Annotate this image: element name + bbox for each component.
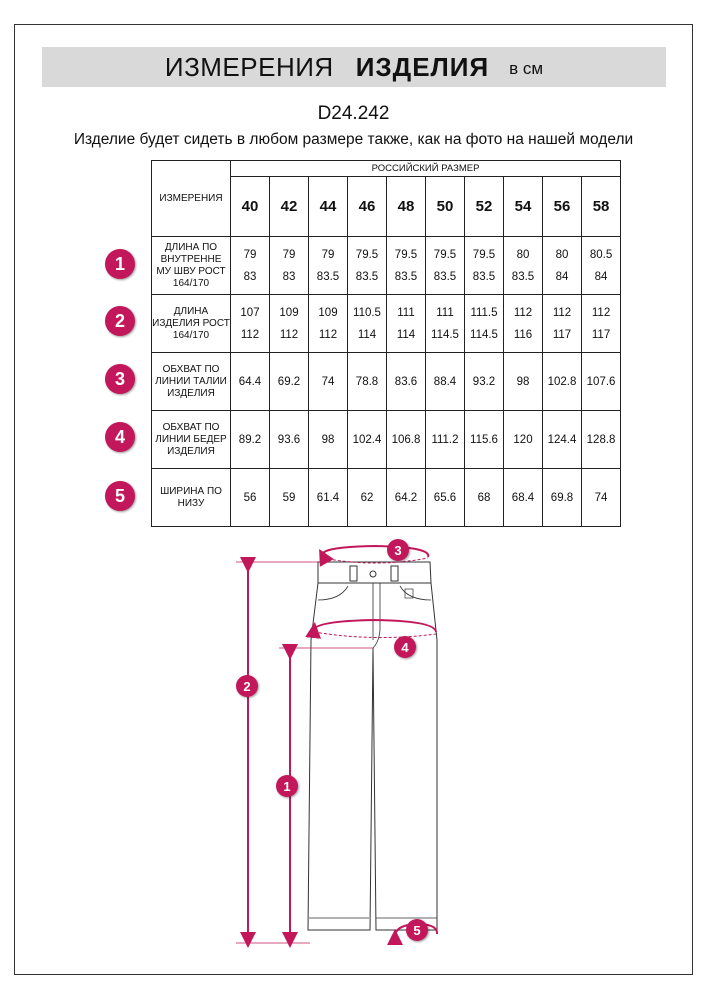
cell-value: 114 [357, 328, 377, 341]
cell-value: 68.4 [511, 491, 535, 504]
cell-value: 79 [243, 248, 257, 261]
cell-value: 128.8 [586, 433, 616, 446]
cell-value: 88.4 [433, 375, 457, 388]
title-units: в см [509, 59, 544, 78]
cell-value: 89.2 [238, 433, 262, 446]
cell-value: 69.8 [550, 491, 574, 504]
cell-value: 74 [594, 491, 608, 504]
cell-value: 112 [591, 306, 611, 319]
cell-value: 115.6 [470, 433, 498, 446]
cell-value: 114.5 [470, 328, 498, 341]
cell-value: 120 [513, 433, 533, 446]
cell-value: 79.5 [394, 248, 418, 261]
trousers-outline [308, 562, 437, 930]
cell-value: 65.6 [433, 491, 457, 504]
size-header-cell: 56 [543, 177, 582, 237]
cell-value: 64.2 [394, 491, 418, 504]
cell-value: 83.5 [472, 270, 496, 283]
measure-number-badge: 2 [105, 306, 135, 336]
cell-value: 110.5 [353, 306, 381, 319]
cell-value: 83.5 [355, 270, 379, 283]
cell-value: 83.6 [394, 375, 418, 388]
measure-header: ИЗМЕРЕНИЯ [152, 161, 231, 237]
cell-value: 112 [240, 328, 260, 341]
cell-value: 68 [477, 491, 491, 504]
cell-value: 79.5 [355, 248, 379, 261]
cell-value: 59 [282, 491, 296, 504]
cell-value: 98 [516, 375, 530, 388]
measure-label: ШИРИНА ПО НИЗУ [152, 469, 231, 527]
measure-number-badge: 1 [105, 249, 135, 279]
cell-value: 117 [591, 328, 611, 341]
cell-value: 102.8 [547, 375, 577, 388]
title-measurements: ИЗМЕРЕНИЯ [164, 51, 334, 82]
cell-value: 80 [555, 248, 569, 261]
title-item: ИЗДЕЛИЯ [355, 51, 490, 82]
cell-value: 83 [282, 270, 296, 283]
cell-value: 107 [240, 306, 260, 319]
size-header-cell: 52 [465, 177, 504, 237]
cell-value: 111.5 [470, 306, 498, 319]
measure-label: ОБХВАТ ПО ЛИНИИ ТАЛИИ ИЗДЕЛИЯ [152, 353, 231, 411]
measure-number-badge: 4 [105, 422, 135, 452]
diagram-marker-badge: 2 [236, 675, 258, 697]
cell-value: 112 [318, 328, 338, 341]
cell-value: 93.2 [472, 375, 496, 388]
cell-value: 116 [513, 328, 533, 341]
cell-value: 107.6 [586, 375, 616, 388]
cell-value: 56 [243, 491, 257, 504]
cell-value: 111 [397, 306, 415, 319]
cell-value: 80 [516, 248, 530, 261]
cell-value: 112 [552, 306, 572, 319]
cell-value: 83.5 [511, 270, 535, 283]
cell-value: 98 [321, 433, 335, 446]
cell-value: 83 [243, 270, 257, 283]
fit-note: Изделие будет сидеть в любом размере также, как на фото на нашей модели [73, 131, 634, 148]
cell-value: 83.5 [316, 270, 340, 283]
cell-value: 109 [318, 306, 338, 319]
measure-label: ДЛИНА ПО ВНУТРЕННЕ МУ ШВУ РОСТ 164/170 [152, 237, 231, 295]
product-code: D24.242 [317, 103, 390, 124]
cell-value: 93.6 [277, 433, 301, 446]
cell-value: 112 [279, 328, 299, 341]
cell-value: 79.5 [472, 248, 496, 261]
size-header-cell: 54 [504, 177, 543, 237]
diagram-marker-badge: 1 [276, 775, 298, 797]
cell-value: 124.4 [547, 433, 577, 446]
cell-value: 83.5 [433, 270, 457, 283]
cell-value: 111 [436, 306, 454, 319]
cell-value: 114 [396, 328, 416, 341]
size-group-header: РОССИЙСКИЙ РАЗМЕР [231, 161, 621, 177]
cell-value: 109 [279, 306, 299, 319]
measure-number-badge: 5 [105, 481, 135, 511]
cell-value: 84 [555, 270, 569, 283]
cell-value: 84 [594, 270, 608, 283]
size-header-cell: 44 [309, 177, 348, 237]
size-header-cell: 40 [231, 177, 270, 237]
cell-value: 61.4 [316, 491, 340, 504]
cell-value: 79 [321, 248, 335, 261]
cell-value: 106.8 [391, 433, 421, 446]
cell-value: 78.8 [355, 375, 379, 388]
cell-value: 117 [552, 328, 572, 341]
size-header-cell: 50 [426, 177, 465, 237]
cell-value: 79 [282, 248, 296, 261]
cell-value: 83.5 [394, 270, 418, 283]
size-header-cell: 46 [348, 177, 387, 237]
cell-value: 114.5 [431, 328, 459, 341]
cell-value: 62 [360, 491, 374, 504]
cell-value: 112 [513, 306, 533, 319]
diagram-marker-badge: 5 [406, 919, 428, 941]
size-header-cell: 42 [270, 177, 309, 237]
diagram-marker-badge: 4 [394, 636, 416, 658]
diagram-marker-badge: 3 [387, 539, 409, 561]
cell-value: 111.2 [431, 433, 459, 446]
size-header-cell: 58 [582, 177, 621, 237]
cell-value: 69.2 [277, 375, 301, 388]
size-header-cell: 48 [387, 177, 426, 237]
cell-value: 64.4 [238, 375, 262, 388]
cell-value: 102.4 [352, 433, 382, 446]
measure-number-badge: 3 [105, 364, 135, 394]
cell-value: 80.5 [589, 248, 613, 261]
measure-label: ДЛИНА ИЗДЕЛИЯ РОСТ 164/170 [152, 295, 231, 353]
cell-value: 79.5 [433, 248, 457, 261]
cell-value: 74 [321, 375, 335, 388]
measure-label: ОБХВАТ ПО ЛИНИИ БЕДЕР ИЗДЕЛИЯ [152, 411, 231, 469]
